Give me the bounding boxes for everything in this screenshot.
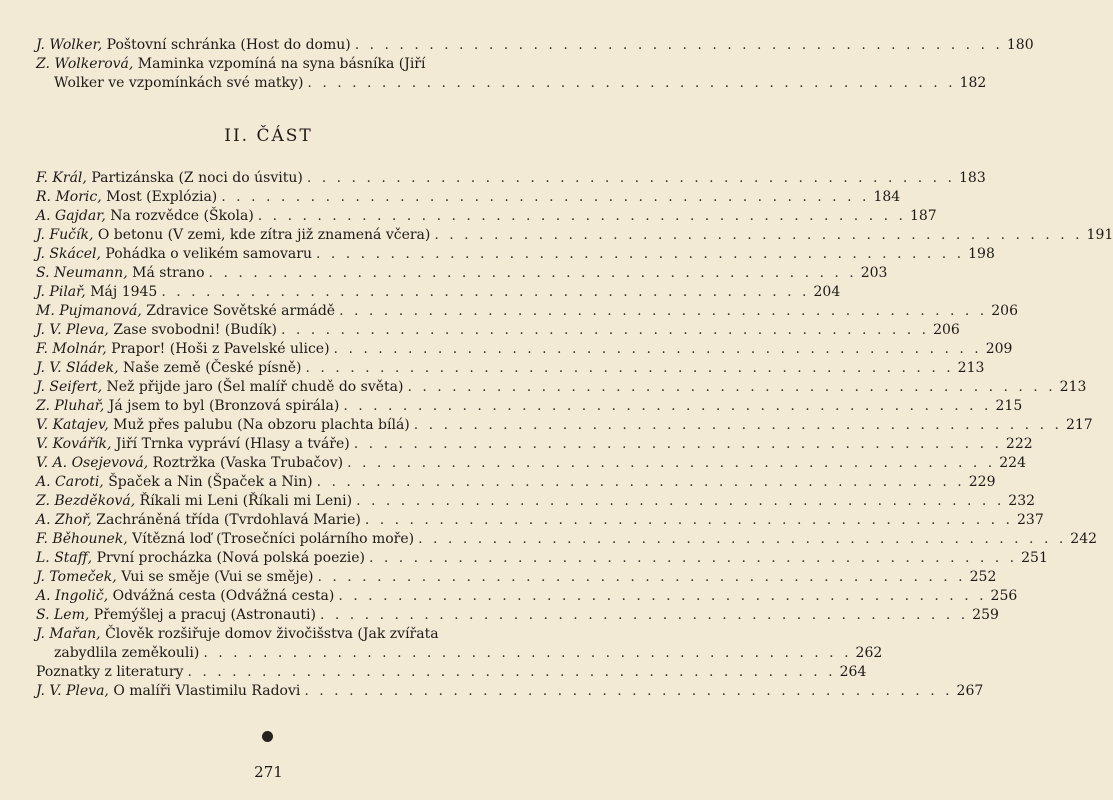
entry-author: A. Caroti, — [36, 474, 104, 490]
toc-entry — [36, 549, 1048, 568]
entry-page-number: 229 — [968, 474, 996, 490]
leader-dots — [209, 264, 857, 283]
entry-title: Na rozvědce (Škola) — [110, 208, 254, 224]
entry-title: Roztržka (Vaska Trubačov) — [152, 455, 344, 471]
entry-title: Odvážná cesta (Odvážná cesta) — [112, 588, 335, 604]
entry-author: Z. Wolkerová, — [36, 56, 134, 72]
toc-entry — [36, 245, 995, 264]
toc-main-block — [36, 169, 1113, 701]
toc-entry — [36, 378, 1087, 397]
entry-title: Zdravice Sovětské armádě — [146, 303, 336, 319]
entry-author: L. Staff, — [36, 550, 93, 566]
entry-title: Zase svobodni! (Budík) — [113, 322, 277, 338]
entry-author: A. Gajdar, — [36, 208, 106, 224]
toc-entry — [36, 473, 996, 492]
leader-dots — [316, 245, 964, 264]
entry-author: J. Seifert, — [36, 379, 103, 395]
entry-author: A. Ingolič, — [36, 588, 109, 604]
entry-author: J. V. Pleva, — [36, 683, 109, 699]
entry-author: V. Katajev, — [36, 417, 109, 433]
entry-author: J. V. Pleva, — [36, 322, 109, 338]
entry-title: Vítězná loď (Trosečníci polárního moře) — [132, 531, 415, 547]
entry-title: O betonu (V zemi, kde zítra již znamená včera) — [97, 227, 431, 243]
leader-dots — [338, 587, 986, 606]
leader-dots — [161, 283, 809, 302]
entry-author: V. A. Osejevová, — [36, 455, 149, 471]
toc-entry — [36, 340, 1013, 359]
leader-dots — [281, 321, 929, 340]
leader-dots — [304, 682, 952, 701]
toc-entry — [36, 397, 1023, 416]
entry-title: Říkali mi Leni (Říkali mi Leni) — [139, 493, 353, 509]
entry-author: J. Mařan, — [36, 626, 101, 642]
entry-page-number: 209 — [985, 341, 1013, 357]
entry-title: Než přijde jaro (Šel malíř chudě do světa) — [106, 379, 404, 395]
entry-title: Vui se směje (Vui se směje) — [121, 569, 314, 585]
entry-title: Špaček a Nin (Špaček a Nin) — [108, 474, 313, 490]
entry-title: Poznatky z literatury — [36, 664, 184, 680]
toc-entry — [36, 207, 937, 226]
leader-dots — [369, 549, 1017, 568]
entry-page-number: 217 — [1065, 417, 1093, 433]
entry-title: První procházka (Nová polská poezie) — [96, 550, 365, 566]
leader-dots — [347, 454, 995, 473]
toc-entry — [36, 625, 883, 663]
entry-author: F. Král, — [36, 170, 87, 186]
leader-dots — [221, 188, 869, 207]
entry-title: O malíři Vlastimilu Radovi — [113, 683, 301, 699]
entry-page-number: 251 — [1021, 550, 1048, 566]
entry-page-number: 213 — [1059, 379, 1087, 395]
entry-page-number: 256 — [990, 588, 1018, 604]
toc-entry — [36, 416, 1093, 435]
toc-entry — [36, 435, 1033, 454]
toc-entry — [36, 169, 986, 188]
entry-page-number: 262 — [855, 645, 883, 661]
ornament-dot — [262, 731, 273, 742]
entry-title: Jiří Trnka vypráví (Hlasy a tváře) — [115, 436, 350, 452]
toc-entry — [36, 55, 987, 93]
entry-page-number: 242 — [1070, 531, 1098, 547]
leader-dots — [307, 169, 955, 188]
toc-entry — [36, 36, 1034, 55]
leader-dots — [339, 302, 987, 321]
entry-author: Z. Pluhař, — [36, 398, 105, 414]
leader-dots — [354, 435, 1002, 454]
entry-title: Má strano — [132, 265, 205, 281]
toc-entry — [36, 321, 960, 340]
leader-dots — [320, 606, 968, 625]
entry-author: F. Běhounek, — [36, 531, 128, 547]
entry-title: Já jsem to byl (Bronzová spirála) — [108, 398, 340, 414]
entry-title: Přemýšlej a pracuj (Astronauti) — [93, 607, 316, 623]
entry-author: S. Lem, — [36, 607, 90, 623]
leader-dots — [306, 359, 954, 378]
entry-page-number: 206 — [933, 322, 960, 338]
entry-author: J. Pilař, — [36, 284, 86, 300]
leader-dots — [414, 416, 1062, 435]
entry-author: F. Molnár, — [36, 341, 107, 357]
entry-title: Pohádka o velikém samovaru — [105, 246, 312, 262]
toc-entry — [36, 454, 1026, 473]
entry-title: Máj 1945 — [90, 284, 158, 300]
toc-entry — [36, 587, 1018, 606]
entry-title: Prapor! (Hoši z Pavelské ulice) — [111, 341, 330, 357]
entry-page-number: 204 — [813, 284, 841, 300]
toc-top-block — [36, 36, 1034, 93]
entry-page-number: 203 — [860, 265, 888, 281]
entry-author: J. Fučík, — [36, 227, 94, 243]
entry-page-number: 213 — [957, 360, 985, 376]
leader-dots — [355, 36, 1003, 55]
toc-entry — [36, 568, 997, 587]
entry-page-number: 182 — [959, 75, 987, 91]
entry-page-number: 222 — [1005, 436, 1033, 452]
entry-page-number: 206 — [991, 303, 1018, 319]
entry-title: zabydlila zeměkouli) — [54, 645, 200, 661]
entry-page-number: 183 — [959, 170, 986, 186]
leader-dots — [365, 511, 1013, 530]
entry-title: Maminka vzpomíná na syna básníka (Jiří — [137, 56, 426, 72]
entry-page-number: 259 — [972, 607, 999, 623]
entry-title: Poštovní schránka (Host do domu) — [106, 37, 351, 53]
entry-title: Naše země (České písně) — [123, 360, 302, 376]
page-number: 271 — [254, 763, 283, 781]
entry-page-number: 184 — [873, 189, 901, 205]
toc-entry — [36, 511, 1044, 530]
entry-title: Muž přes palubu (Na obzoru plachta bílá) — [113, 417, 410, 433]
toc-entry — [36, 302, 1018, 321]
leader-dots — [203, 644, 851, 663]
entry-author: S. Neumann, — [36, 265, 128, 281]
entry-author: V. Kovářík, — [36, 436, 112, 452]
entry-page-number: 232 — [1008, 493, 1036, 509]
leader-dots — [356, 492, 1004, 511]
entry-author: R. Moric, — [36, 189, 102, 205]
entry-title: Zachráněná třída (Tvrdohlavá Marie) — [96, 512, 361, 528]
entry-page-number: 264 — [839, 664, 867, 680]
entry-author: A. Zhoř, — [36, 512, 92, 528]
entry-title: Wolker ve vzpomínkách své matky) — [54, 75, 304, 91]
entry-page-number: 267 — [956, 683, 984, 699]
leader-dots — [317, 568, 965, 587]
leader-dots — [334, 340, 982, 359]
entry-page-number: 191 — [1086, 227, 1113, 243]
entry-page-number: 237 — [1017, 512, 1044, 528]
section-heading: II. ČÁST — [224, 126, 313, 146]
toc-entry — [36, 283, 841, 302]
entry-page-number: 180 — [1006, 37, 1034, 53]
entry-page-number: 252 — [969, 569, 997, 585]
leader-dots — [418, 530, 1066, 549]
leader-dots — [258, 207, 906, 226]
entry-page-number: 224 — [999, 455, 1026, 471]
toc-entry — [36, 226, 1113, 245]
entry-author: M. Pujmanová, — [36, 303, 142, 319]
entry-author: J. Skácel, — [36, 246, 101, 262]
toc-entry — [36, 492, 1036, 511]
entry-title: Partizánska (Z noci do úsvitu) — [91, 170, 303, 186]
toc-entry — [36, 682, 984, 701]
entry-page-number: 187 — [909, 208, 937, 224]
entry-page-number: 198 — [968, 246, 995, 262]
leader-dots — [407, 378, 1055, 397]
entry-author: J. V. Sládek, — [36, 360, 119, 376]
leader-dots — [343, 397, 991, 416]
leader-dots — [307, 74, 955, 93]
toc-entry — [36, 359, 985, 378]
toc-entry — [36, 188, 901, 207]
leader-dots — [187, 663, 835, 682]
entry-page-number: 215 — [995, 398, 1023, 414]
entry-author: Z. Bezděková, — [36, 493, 136, 509]
leader-dots — [434, 226, 1082, 245]
toc-entry — [36, 530, 1098, 549]
entry-title: Člověk rozšiřuje domov živočišstva (Jak zvířata — [105, 626, 439, 642]
entry-title: Most (Explózia) — [106, 189, 218, 205]
toc-entry — [36, 264, 888, 283]
leader-dots — [317, 473, 965, 492]
entry-author: J. Wolker, — [36, 37, 103, 53]
entry-author: J. Tomeček, — [36, 569, 117, 585]
toc-entry — [36, 663, 867, 682]
toc-entry — [36, 606, 999, 625]
